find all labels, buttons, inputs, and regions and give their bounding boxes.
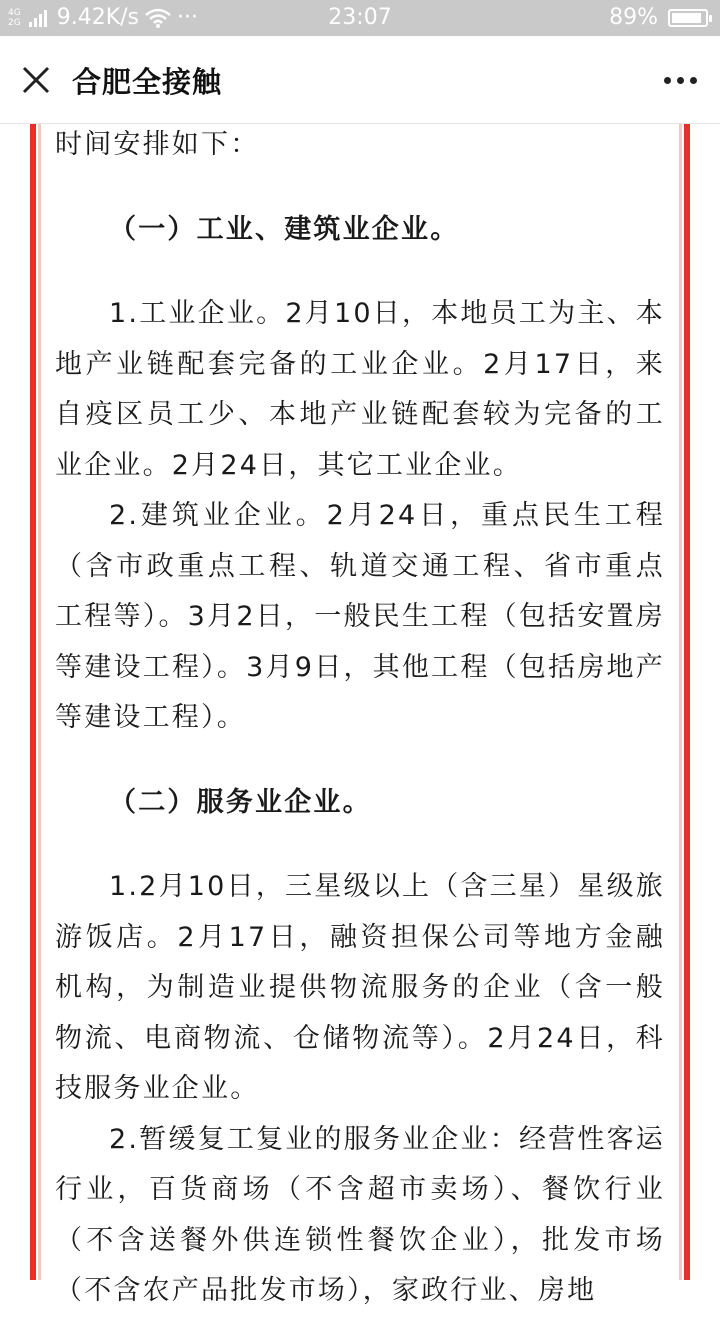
frame-border-right — [684, 124, 690, 1280]
paragraph-construction-enterprises: 2.建筑业企业。2月24日，重点民生工程（含市政重点工程、轨道交通工程、省市重点工程等）。3月2日，一般民生工程（包括安置房等建设工程）。3月9日，其他工程（包括房地产等建设工程）。 — [55, 500, 665, 733]
battery-fill — [672, 13, 701, 23]
more-options-button[interactable] — [658, 62, 702, 98]
close-icon — [14, 58, 58, 102]
paragraph-service-schedule: 1.2月10日，三星级以上（含三星）星级旅游饭店。2月17日，融资担保公司等地方金融机构，为制造业提供物流服务的企业（含一般物流、电商物流、仓储物流等）。2月24日，科技服务业企业。 — [55, 871, 665, 1104]
more-dots-icon — [664, 77, 671, 84]
status-bar — [0, 0, 720, 36]
title-bar — [0, 36, 720, 124]
frame-border-left — [30, 124, 36, 1280]
status-right — [609, 5, 708, 30]
network-label-top: 4G — [8, 7, 21, 18]
status-time: 23:07 — [328, 5, 392, 30]
network-label-bottom: 2G — [8, 17, 21, 28]
section-heading-services: （二）服务业企业。 — [109, 786, 372, 818]
page-title: 合肥全接触 — [72, 65, 223, 99]
network-speed: 9.42K/s — [56, 5, 139, 30]
section-heading-industry: （一）工业、建筑业企业。 — [109, 213, 460, 245]
article-body — [55, 120, 665, 1317]
status-more-indicator: ··· — [177, 5, 198, 30]
battery-percent: 89% — [609, 5, 658, 30]
close-button[interactable] — [14, 58, 58, 102]
article-intro: 时间安排如下： — [55, 129, 260, 160]
paragraph-suspended-services: 2.暂缓复工复业的服务业企业：经营性客运行业，百货商场（不含超市卖场）、餐饮行业（不含送餐外供连锁性餐饮企业），批发市场（不含农产品批发市场），家政行业、房地 — [55, 1123, 665, 1306]
battery-icon — [668, 9, 708, 27]
paragraph-industrial-enterprises: 1.工业企业。2月10日，本地员工为主、本地产业链配套完备的工业企业。2月17日，来自疫区员工少、本地产业链配套较为完备的工业企业。2月24日，其它工业企业。 — [55, 298, 665, 481]
